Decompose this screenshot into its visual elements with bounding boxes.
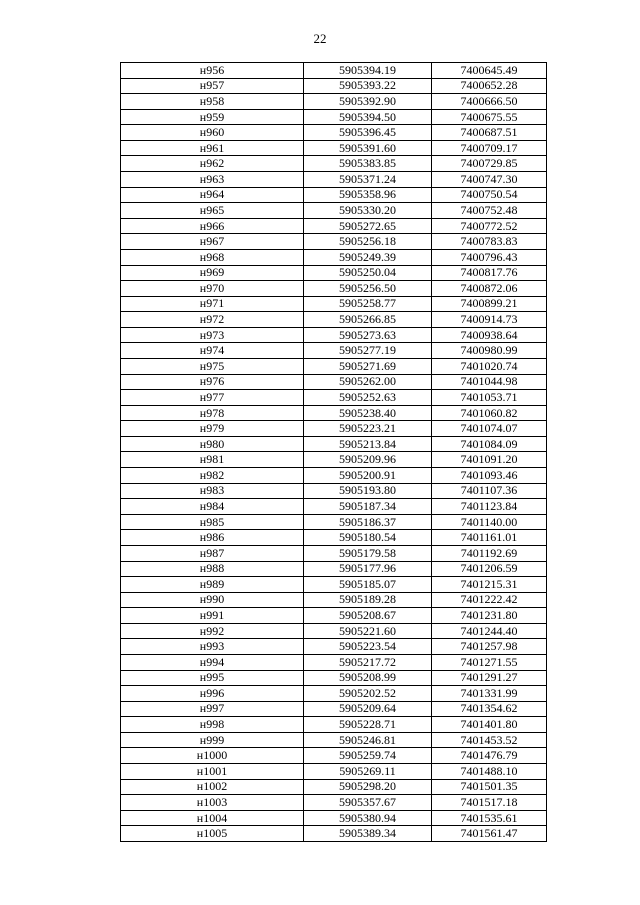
point-name-cell: н974 <box>121 343 304 359</box>
y-coordinate-cell: 7401107.36 <box>432 483 547 499</box>
x-coordinate-cell: 5905330.20 <box>304 203 432 219</box>
table-row <box>121 686 547 702</box>
point-name-cell: н997 <box>121 701 304 717</box>
coordinates-table <box>120 62 547 842</box>
table-row <box>121 810 547 826</box>
table-row <box>121 312 547 328</box>
table-row <box>121 732 547 748</box>
y-coordinate-cell: 7401517.18 <box>432 795 547 811</box>
table-row <box>121 779 547 795</box>
x-coordinate-cell: 5905269.11 <box>304 764 432 780</box>
y-coordinate-cell: 7400796.43 <box>432 249 547 265</box>
y-coordinate-cell: 7401074.07 <box>432 421 547 437</box>
x-coordinate-cell: 5905250.04 <box>304 265 432 281</box>
table-row <box>121 390 547 406</box>
point-name-cell: н1004 <box>121 810 304 826</box>
x-coordinate-cell: 5905217.72 <box>304 654 432 670</box>
table-row <box>121 436 547 452</box>
y-coordinate-cell: 7401044.98 <box>432 374 547 390</box>
y-coordinate-cell: 7400709.17 <box>432 140 547 156</box>
x-coordinate-cell: 5905258.77 <box>304 296 432 312</box>
y-coordinate-cell: 7400750.54 <box>432 187 547 203</box>
table-row <box>121 545 547 561</box>
x-coordinate-cell: 5905209.96 <box>304 452 432 468</box>
y-coordinate-cell: 7401222.42 <box>432 592 547 608</box>
x-coordinate-cell: 5905208.67 <box>304 608 432 624</box>
y-coordinate-cell: 7400872.06 <box>432 281 547 297</box>
y-coordinate-cell: 7400817.76 <box>432 265 547 281</box>
y-coordinate-cell: 7401271.55 <box>432 654 547 670</box>
point-name-cell: н994 <box>121 654 304 670</box>
point-name-cell: н979 <box>121 421 304 437</box>
table-row <box>121 826 547 842</box>
table-row <box>121 156 547 172</box>
y-coordinate-cell: 7401060.82 <box>432 405 547 421</box>
y-coordinate-cell: 7401020.74 <box>432 358 547 374</box>
table-row <box>121 561 547 577</box>
table-row <box>121 483 547 499</box>
y-coordinate-cell: 7401244.40 <box>432 623 547 639</box>
y-coordinate-cell: 7401535.61 <box>432 810 547 826</box>
y-coordinate-cell: 7401561.47 <box>432 826 547 842</box>
point-name-cell: н977 <box>121 390 304 406</box>
x-coordinate-cell: 5905177.96 <box>304 561 432 577</box>
y-coordinate-cell: 7401093.46 <box>432 468 547 484</box>
x-coordinate-cell: 5905208.99 <box>304 670 432 686</box>
table-row <box>121 78 547 94</box>
table-row <box>121 764 547 780</box>
x-coordinate-cell: 5905185.07 <box>304 577 432 593</box>
x-coordinate-cell: 5905273.63 <box>304 327 432 343</box>
x-coordinate-cell: 5905277.19 <box>304 343 432 359</box>
x-coordinate-cell: 5905238.40 <box>304 405 432 421</box>
x-coordinate-cell: 5905249.39 <box>304 249 432 265</box>
y-coordinate-cell: 7400729.85 <box>432 156 547 172</box>
x-coordinate-cell: 5905252.63 <box>304 390 432 406</box>
x-coordinate-cell: 5905179.58 <box>304 545 432 561</box>
y-coordinate-cell: 7401331.99 <box>432 686 547 702</box>
table-row <box>121 125 547 141</box>
table-row <box>121 327 547 343</box>
table-row <box>121 109 547 125</box>
x-coordinate-cell: 5905391.60 <box>304 140 432 156</box>
table-row <box>121 172 547 188</box>
point-name-cell: н990 <box>121 592 304 608</box>
x-coordinate-cell: 5905272.65 <box>304 218 432 234</box>
y-coordinate-cell: 7401091.20 <box>432 452 547 468</box>
table-row <box>121 140 547 156</box>
coordinates-table-body <box>121 63 547 842</box>
x-coordinate-cell: 5905213.84 <box>304 436 432 452</box>
point-name-cell: н969 <box>121 265 304 281</box>
table-row <box>121 623 547 639</box>
y-coordinate-cell: 7400772.52 <box>432 218 547 234</box>
y-coordinate-cell: 7401453.52 <box>432 732 547 748</box>
x-coordinate-cell: 5905187.34 <box>304 499 432 515</box>
table-row <box>121 405 547 421</box>
table-row <box>121 577 547 593</box>
x-coordinate-cell: 5905262.00 <box>304 374 432 390</box>
x-coordinate-cell: 5905271.69 <box>304 358 432 374</box>
point-name-cell: н973 <box>121 327 304 343</box>
point-name-cell: н984 <box>121 499 304 515</box>
point-name-cell: н982 <box>121 468 304 484</box>
x-coordinate-cell: 5905357.67 <box>304 795 432 811</box>
point-name-cell: н987 <box>121 545 304 561</box>
table-row <box>121 218 547 234</box>
table-row <box>121 249 547 265</box>
point-name-cell: н986 <box>121 530 304 546</box>
x-coordinate-cell: 5905186.37 <box>304 514 432 530</box>
table-row <box>121 281 547 297</box>
point-name-cell: н981 <box>121 452 304 468</box>
table-row <box>121 717 547 733</box>
x-coordinate-cell: 5905259.74 <box>304 748 432 764</box>
table-row <box>121 265 547 281</box>
y-coordinate-cell: 7401501.35 <box>432 779 547 795</box>
x-coordinate-cell: 5905396.45 <box>304 125 432 141</box>
point-name-cell: н1000 <box>121 748 304 764</box>
x-coordinate-cell: 5905200.91 <box>304 468 432 484</box>
y-coordinate-cell: 7401257.98 <box>432 639 547 655</box>
table-row <box>121 63 547 79</box>
x-coordinate-cell: 5905223.54 <box>304 639 432 655</box>
table-row <box>121 499 547 515</box>
table-row <box>121 639 547 655</box>
y-coordinate-cell: 7400783.83 <box>432 234 547 250</box>
point-name-cell: н959 <box>121 109 304 125</box>
y-coordinate-cell: 7400752.48 <box>432 203 547 219</box>
table-row <box>121 343 547 359</box>
x-coordinate-cell: 5905221.60 <box>304 623 432 639</box>
y-coordinate-cell: 7401488.10 <box>432 764 547 780</box>
point-name-cell: н958 <box>121 94 304 110</box>
y-coordinate-cell: 7400747.30 <box>432 172 547 188</box>
point-name-cell: н996 <box>121 686 304 702</box>
point-name-cell: н965 <box>121 203 304 219</box>
x-coordinate-cell: 5905392.90 <box>304 94 432 110</box>
y-coordinate-cell: 7400938.64 <box>432 327 547 343</box>
y-coordinate-cell: 7400645.49 <box>432 63 547 79</box>
x-coordinate-cell: 5905371.24 <box>304 172 432 188</box>
point-name-cell: н998 <box>121 717 304 733</box>
x-coordinate-cell: 5905358.96 <box>304 187 432 203</box>
point-name-cell: н967 <box>121 234 304 250</box>
y-coordinate-cell: 7401231.80 <box>432 608 547 624</box>
y-coordinate-cell: 7401084.09 <box>432 436 547 452</box>
point-name-cell: н999 <box>121 732 304 748</box>
point-name-cell: н980 <box>121 436 304 452</box>
x-coordinate-cell: 5905209.64 <box>304 701 432 717</box>
y-coordinate-cell: 7401161.01 <box>432 530 547 546</box>
x-coordinate-cell: 5905180.54 <box>304 530 432 546</box>
point-name-cell: н1001 <box>121 764 304 780</box>
y-coordinate-cell: 7400914.73 <box>432 312 547 328</box>
y-coordinate-cell: 7401192.69 <box>432 545 547 561</box>
y-coordinate-cell: 7401354.62 <box>432 701 547 717</box>
table-row <box>121 608 547 624</box>
point-name-cell: н957 <box>121 78 304 94</box>
table-row <box>121 296 547 312</box>
table-row <box>121 654 547 670</box>
x-coordinate-cell: 5905383.85 <box>304 156 432 172</box>
point-name-cell: н993 <box>121 639 304 655</box>
y-coordinate-cell: 7401053.71 <box>432 390 547 406</box>
x-coordinate-cell: 5905266.85 <box>304 312 432 328</box>
x-coordinate-cell: 5905380.94 <box>304 810 432 826</box>
x-coordinate-cell: 5905228.71 <box>304 717 432 733</box>
x-coordinate-cell: 5905202.52 <box>304 686 432 702</box>
table-row <box>121 234 547 250</box>
x-coordinate-cell: 5905389.34 <box>304 826 432 842</box>
table-row <box>121 468 547 484</box>
y-coordinate-cell: 7400666.50 <box>432 94 547 110</box>
y-coordinate-cell: 7400899.21 <box>432 296 547 312</box>
point-name-cell: н1003 <box>121 795 304 811</box>
point-name-cell: н988 <box>121 561 304 577</box>
point-name-cell: н978 <box>121 405 304 421</box>
table-row <box>121 701 547 717</box>
x-coordinate-cell: 5905393.22 <box>304 78 432 94</box>
table-row <box>121 514 547 530</box>
point-name-cell: н989 <box>121 577 304 593</box>
y-coordinate-cell: 7401401.80 <box>432 717 547 733</box>
point-name-cell: н971 <box>121 296 304 312</box>
table-row <box>121 530 547 546</box>
table-row <box>121 452 547 468</box>
table-row <box>121 374 547 390</box>
point-name-cell: н966 <box>121 218 304 234</box>
point-name-cell: н961 <box>121 140 304 156</box>
table-row <box>121 670 547 686</box>
point-name-cell: н991 <box>121 608 304 624</box>
point-name-cell: н976 <box>121 374 304 390</box>
y-coordinate-cell: 7401215.31 <box>432 577 547 593</box>
y-coordinate-cell: 7400980.99 <box>432 343 547 359</box>
point-name-cell: н956 <box>121 63 304 79</box>
table-row <box>121 94 547 110</box>
point-name-cell: н962 <box>121 156 304 172</box>
y-coordinate-cell: 7400687.51 <box>432 125 547 141</box>
x-coordinate-cell: 5905223.21 <box>304 421 432 437</box>
point-name-cell: н995 <box>121 670 304 686</box>
page-number: 22 <box>313 31 327 46</box>
point-name-cell: н1005 <box>121 826 304 842</box>
x-coordinate-cell: 5905256.50 <box>304 281 432 297</box>
point-name-cell: н985 <box>121 514 304 530</box>
point-name-cell: н992 <box>121 623 304 639</box>
point-name-cell: н963 <box>121 172 304 188</box>
point-name-cell: н972 <box>121 312 304 328</box>
x-coordinate-cell: 5905246.81 <box>304 732 432 748</box>
table-row <box>121 748 547 764</box>
table-row <box>121 203 547 219</box>
point-name-cell: н964 <box>121 187 304 203</box>
point-name-cell: н960 <box>121 125 304 141</box>
y-coordinate-cell: 7401123.84 <box>432 499 547 515</box>
x-coordinate-cell: 5905298.20 <box>304 779 432 795</box>
y-coordinate-cell: 7401140.00 <box>432 514 547 530</box>
y-coordinate-cell: 7400652.28 <box>432 78 547 94</box>
y-coordinate-cell: 7401206.59 <box>432 561 547 577</box>
point-name-cell: н975 <box>121 358 304 374</box>
table-row <box>121 358 547 374</box>
x-coordinate-cell: 5905193.80 <box>304 483 432 499</box>
x-coordinate-cell: 5905256.18 <box>304 234 432 250</box>
point-name-cell: н968 <box>121 249 304 265</box>
table-row <box>121 795 547 811</box>
x-coordinate-cell: 5905189.28 <box>304 592 432 608</box>
table-row <box>121 592 547 608</box>
point-name-cell: н970 <box>121 281 304 297</box>
y-coordinate-cell: 7401476.79 <box>432 748 547 764</box>
y-coordinate-cell: 7400675.55 <box>432 109 547 125</box>
y-coordinate-cell: 7401291.27 <box>432 670 547 686</box>
point-name-cell: н983 <box>121 483 304 499</box>
x-coordinate-cell: 5905394.19 <box>304 63 432 79</box>
table-row <box>121 421 547 437</box>
x-coordinate-cell: 5905394.50 <box>304 109 432 125</box>
table-row <box>121 187 547 203</box>
point-name-cell: н1002 <box>121 779 304 795</box>
